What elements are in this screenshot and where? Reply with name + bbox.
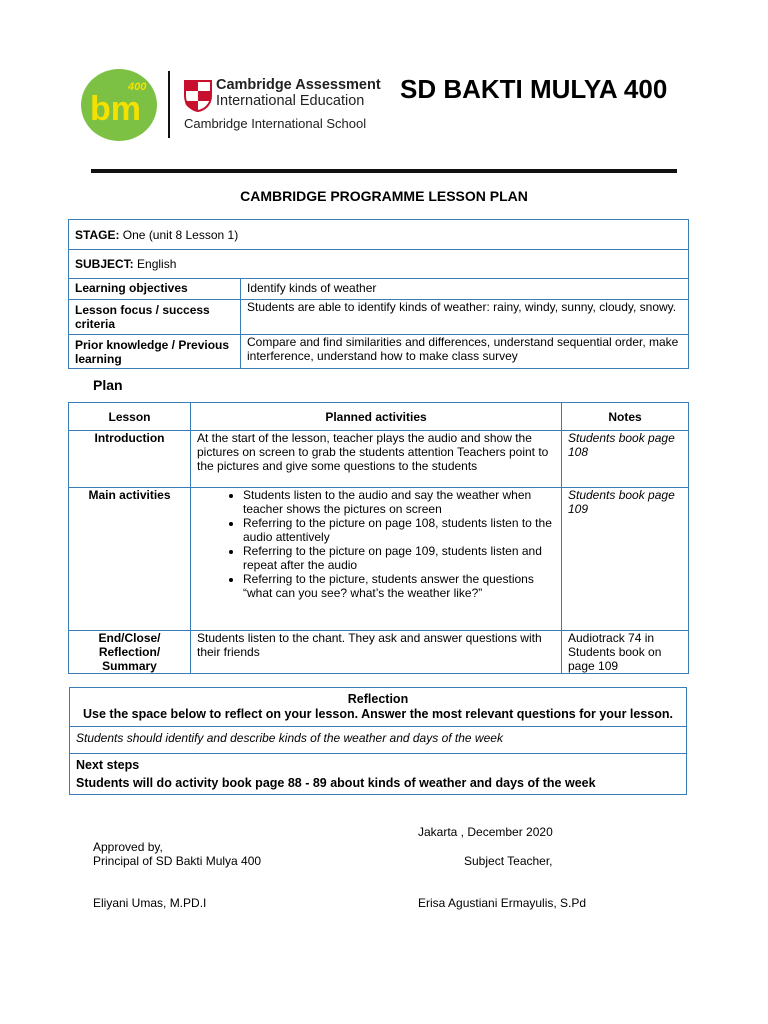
- subject-label: SUBJECT:: [75, 257, 134, 271]
- logo-number: 400: [128, 81, 147, 93]
- logo-letters: bm: [90, 90, 141, 128]
- prior-label: Prior knowledge / Previous learning: [69, 335, 241, 369]
- stage-label: STAGE:: [75, 227, 120, 242]
- intro-label: Introduction: [69, 431, 191, 488]
- stage-row: [69, 220, 689, 250]
- school-name: SD BAKTI MULYA 400: [400, 74, 668, 104]
- next-steps: [70, 754, 687, 795]
- main-activities: [191, 488, 562, 631]
- school-logo: [80, 68, 158, 142]
- header-rule: [91, 169, 677, 173]
- reflection-instruction: Use the space below to reflect on your lesson. Answer the most relevant questions for your lesson.: [83, 707, 673, 721]
- intro-notes: Students book page 108: [562, 431, 689, 488]
- plan-heading: Plan: [93, 377, 123, 393]
- end-text: Students listen to the chant. They ask and answer questions with their friends: [191, 631, 562, 674]
- objectives-value: Identify kinds of weather: [241, 279, 689, 300]
- col-lesson: Lesson: [69, 403, 191, 431]
- subject-value: English: [137, 257, 177, 271]
- cambridge-line-2: International Education: [216, 93, 365, 109]
- next-steps-text: Students will do activity book page 88 - 89 about kinds of weather and days of the week: [76, 776, 596, 790]
- col-notes: Notes: [562, 403, 689, 431]
- intro-text: At the start of the lesson, teacher plays the audio and show the pictures on screen to grab the students attention Teachers point to the pictures and give some questions to the students: [191, 431, 562, 488]
- reflection-header: [70, 688, 687, 727]
- teacher-name: Erisa Agustiani Ermayulis, S.Pd: [418, 896, 587, 910]
- next-steps-label: Next steps: [76, 758, 140, 772]
- principal-title: Principal of SD Bakti Mulya 400: [93, 854, 262, 868]
- header-divider: [168, 71, 170, 138]
- focus-value: Students are able to identify kinds of weather: rainy, windy, sunny, cloudy, snowy.: [241, 300, 689, 335]
- prior-value: Compare and find similarities and differences, understand sequential order, make interference, understand how to make class survey: [241, 335, 689, 369]
- end-notes: Audiotrack 74 in Students book on page 109: [562, 631, 689, 674]
- info-table: [68, 219, 689, 369]
- cambridge-shield-icon: [184, 80, 212, 112]
- approved-by: Approved by,: [93, 840, 163, 854]
- activity-item: • Referring to the picture on page 109, students listen and repeat after the audio: [243, 544, 555, 572]
- cambridge-line-3: Cambridge International School: [184, 116, 367, 131]
- stage-value: One (unit 8 Lesson 1): [122, 227, 239, 242]
- reflection-answer: Students should identify and describe kinds of the weather and days of the week: [70, 727, 687, 754]
- focus-label: Lesson focus / success criteria: [69, 300, 241, 335]
- principal-name: Eliyani Umas, M.PD.I: [93, 896, 207, 910]
- end-label: End/Close/ Reflection/ Summary: [69, 631, 191, 674]
- activity-item: • Referring to the picture on page 108, students listen to the audio attentively: [243, 516, 555, 544]
- main-label: Main activities: [69, 488, 191, 631]
- place-date: Jakarta , December 2020: [418, 825, 553, 839]
- plan-table: [68, 402, 689, 674]
- objectives-label: Learning objectives: [69, 279, 241, 300]
- document-title: CAMBRIDGE PROGRAMME LESSON PLAN: [240, 188, 528, 204]
- reflection-title: Reflection: [347, 692, 409, 706]
- activity-item: • Referring to the picture, students answer the questions “what can you see? what’s the weather like?”: [243, 572, 555, 600]
- teacher-title: Subject Teacher,: [464, 854, 553, 868]
- reflection-table: [69, 687, 687, 795]
- cambridge-line-1: Cambridge Assessment: [216, 77, 381, 93]
- subject-row: [69, 250, 689, 279]
- main-notes: Students book page 109: [562, 488, 689, 631]
- col-activities: Planned activities: [191, 403, 562, 431]
- activity-item: • Students listen to the audio and say the weather when teacher shows the pictures on screen: [243, 488, 555, 516]
